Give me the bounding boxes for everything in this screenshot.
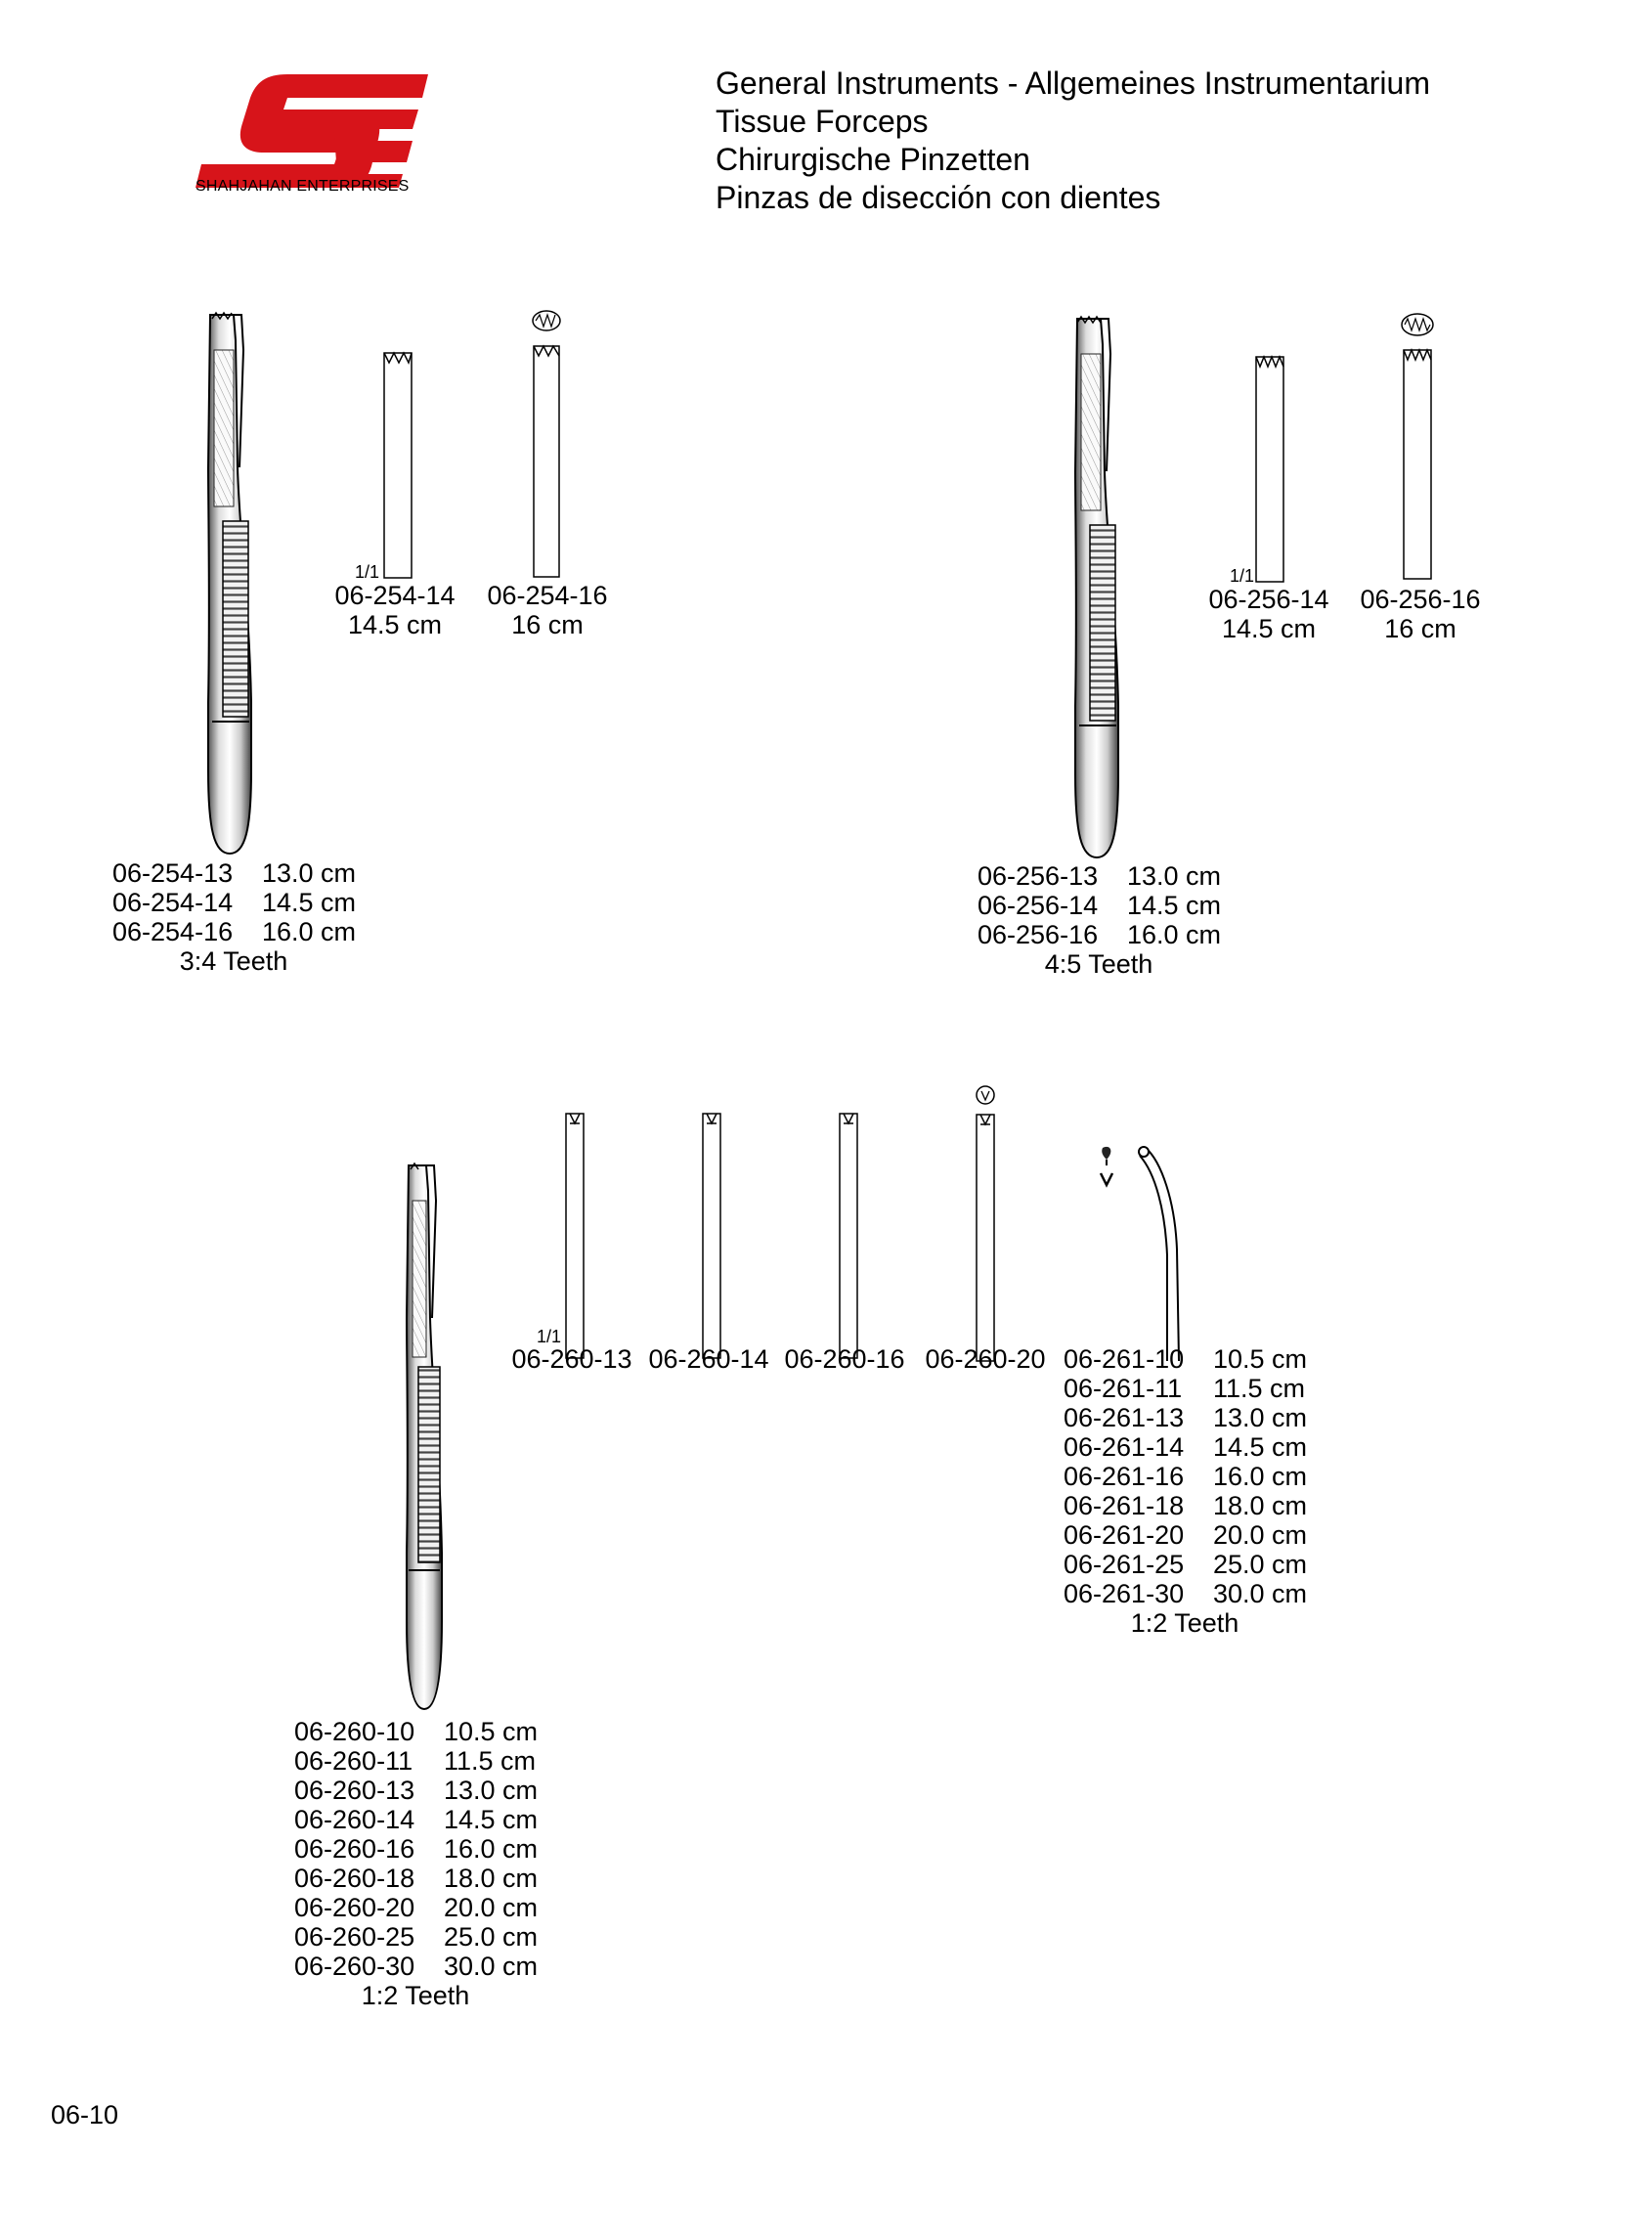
spec-size: 11.5 cm <box>1213 1374 1306 1403</box>
spec-row <box>294 1834 538 1864</box>
scale-label-260: 1/1 <box>537 1327 562 1346</box>
spec-size: 14.5 cm <box>262 888 357 917</box>
tip-size-254-14: 14.5 cm <box>347 610 443 639</box>
spec-code: 06-260-13 <box>294 1776 415 1805</box>
spec-code: 06-256-14 <box>978 891 1099 920</box>
tip-code-260-14: 06-260-14 <box>648 1344 769 1374</box>
spec-code: 06-261-20 <box>1064 1520 1185 1550</box>
spec-code: 06-254-14 <box>112 888 234 917</box>
spec-code: 06-260-11 <box>294 1746 413 1776</box>
teeth-label-260: 1:2 Teeth <box>361 1981 470 2010</box>
spec-row <box>294 1893 538 1922</box>
spec-row <box>112 888 356 917</box>
spec-row <box>978 861 1221 891</box>
spec-size: 13.0 cm <box>262 858 357 888</box>
company-logo <box>186 68 440 205</box>
spec-row <box>978 920 1221 949</box>
spec-size: 18.0 cm <box>1213 1491 1308 1520</box>
spec-code: 06-260-16 <box>294 1834 415 1864</box>
spec-row <box>294 1746 538 1776</box>
spec-size: 18.0 cm <box>444 1864 539 1893</box>
spec-code: 06-261-14 <box>1064 1432 1185 1462</box>
tip-260-13-illustration <box>561 1110 590 1364</box>
spec-row <box>1064 1579 1307 1608</box>
spec-row <box>1064 1403 1307 1432</box>
tip-code-260-16: 06-260-16 <box>784 1344 905 1374</box>
spec-row <box>294 1922 538 1952</box>
tip-254-14-illustration <box>381 347 416 582</box>
spec-row <box>294 1952 538 1981</box>
header-line-1: General Instruments - Allgemeines Instrumentarium <box>716 66 1430 101</box>
tip-size-256-14: 14.5 cm <box>1221 614 1317 643</box>
tip-code-256-16: 06-256-16 <box>1360 585 1481 614</box>
teeth-label-254: 3:4 Teeth <box>179 946 288 976</box>
tip-code-254-16: 06-254-16 <box>487 581 608 610</box>
spec-row <box>1064 1520 1307 1550</box>
tip-code-260-13: 06-260-13 <box>511 1344 632 1374</box>
spec-size: 13.0 cm <box>1127 861 1222 891</box>
tip-256-14-illustration <box>1253 351 1288 586</box>
spec-size: 30.0 cm <box>444 1952 539 1981</box>
spec-code: 06-261-13 <box>1064 1403 1185 1432</box>
tip-size-254-16: 16 cm <box>511 610 584 639</box>
tip-code-260-20: 06-260-20 <box>925 1344 1046 1374</box>
spec-code: 06-261-10 <box>1064 1344 1185 1374</box>
spec-code: 06-260-30 <box>294 1952 415 1981</box>
spec-code: 06-261-16 <box>1064 1462 1185 1491</box>
spec-row <box>112 858 356 888</box>
forceps-256-illustration <box>1058 315 1136 867</box>
spec-code: 06-260-18 <box>294 1864 415 1893</box>
teeth-label-261: 1:2 Teeth <box>1130 1608 1239 1638</box>
spec-row <box>294 1717 538 1746</box>
spec-row <box>978 891 1221 920</box>
header-line-3: Chirurgische Pinzetten <box>716 142 1030 177</box>
spec-code: 06-261-18 <box>1064 1491 1185 1520</box>
spec-row <box>1064 1344 1307 1374</box>
spec-row <box>112 917 356 946</box>
spec-size: 20.0 cm <box>1213 1520 1308 1550</box>
page-number: 06-10 <box>51 2100 119 2129</box>
spec-row <box>1064 1462 1307 1491</box>
spec-size: 10.5 cm <box>444 1717 539 1746</box>
spec-size: 11.5 cm <box>444 1746 537 1776</box>
spec-size: 16.0 cm <box>262 917 357 946</box>
scale-label-254: 1/1 <box>355 562 380 582</box>
tip-260-20-illustration <box>972 1083 1001 1367</box>
spec-code: 06-254-16 <box>112 917 234 946</box>
spec-row <box>294 1776 538 1805</box>
spec-table-254 <box>112 858 356 946</box>
spec-row <box>294 1864 538 1893</box>
forceps-254-illustration <box>191 311 269 863</box>
spec-row <box>1064 1374 1307 1403</box>
tip-code-254-14: 06-254-14 <box>334 581 456 610</box>
spec-row <box>294 1805 538 1834</box>
spec-row <box>1064 1550 1307 1579</box>
spec-size: 20.0 cm <box>444 1893 539 1922</box>
tip-size-256-16: 16 cm <box>1384 614 1456 643</box>
teeth-label-256: 4:5 Teeth <box>1044 949 1153 979</box>
company-name: SHAHJAHAN ENTERPRISES <box>196 178 410 195</box>
spec-code: 06-261-11 <box>1064 1374 1183 1403</box>
spec-row <box>1064 1432 1307 1462</box>
spec-code: 06-254-13 <box>112 858 234 888</box>
spec-table-256 <box>978 861 1221 949</box>
scale-label-256: 1/1 <box>1230 566 1255 586</box>
spec-size: 13.0 cm <box>444 1776 539 1805</box>
spec-size: 14.5 cm <box>444 1805 539 1834</box>
spec-row <box>1064 1491 1307 1520</box>
tip-256-16-illustration <box>1398 311 1437 585</box>
spec-size: 13.0 cm <box>1213 1403 1308 1432</box>
forceps-260-illustration <box>393 1162 452 1719</box>
spec-size: 14.5 cm <box>1127 891 1222 920</box>
spec-code: 06-256-16 <box>978 920 1099 949</box>
spec-size: 16.0 cm <box>1213 1462 1308 1491</box>
spec-code: 06-261-25 <box>1064 1550 1185 1579</box>
spec-size: 25.0 cm <box>444 1922 539 1952</box>
spec-table-260 <box>294 1717 538 1981</box>
forceps-261-curved-tip-illustration <box>1093 1142 1210 1367</box>
tip-260-16-illustration <box>835 1110 864 1364</box>
spec-code: 06-261-30 <box>1064 1579 1185 1608</box>
spec-table-261 <box>1064 1344 1307 1608</box>
tip-260-14-illustration <box>698 1110 727 1364</box>
spec-size: 16.0 cm <box>444 1834 539 1864</box>
spec-code: 06-260-10 <box>294 1717 415 1746</box>
spec-code: 06-260-14 <box>294 1805 415 1834</box>
header-line-2: Tissue Forceps <box>716 104 929 139</box>
spec-size: 25.0 cm <box>1213 1550 1308 1579</box>
spec-size: 14.5 cm <box>1213 1432 1308 1462</box>
spec-size: 16.0 cm <box>1127 920 1222 949</box>
spec-code: 06-256-13 <box>978 861 1099 891</box>
spec-code: 06-260-25 <box>294 1922 415 1952</box>
spec-size: 10.5 cm <box>1213 1344 1308 1374</box>
spec-code: 06-260-20 <box>294 1893 415 1922</box>
tip-code-256-14: 06-256-14 <box>1208 585 1329 614</box>
header-line-4: Pinzas de disección con dientes <box>716 180 1161 215</box>
tip-254-16-illustration <box>529 309 564 583</box>
spec-size: 30.0 cm <box>1213 1579 1308 1608</box>
